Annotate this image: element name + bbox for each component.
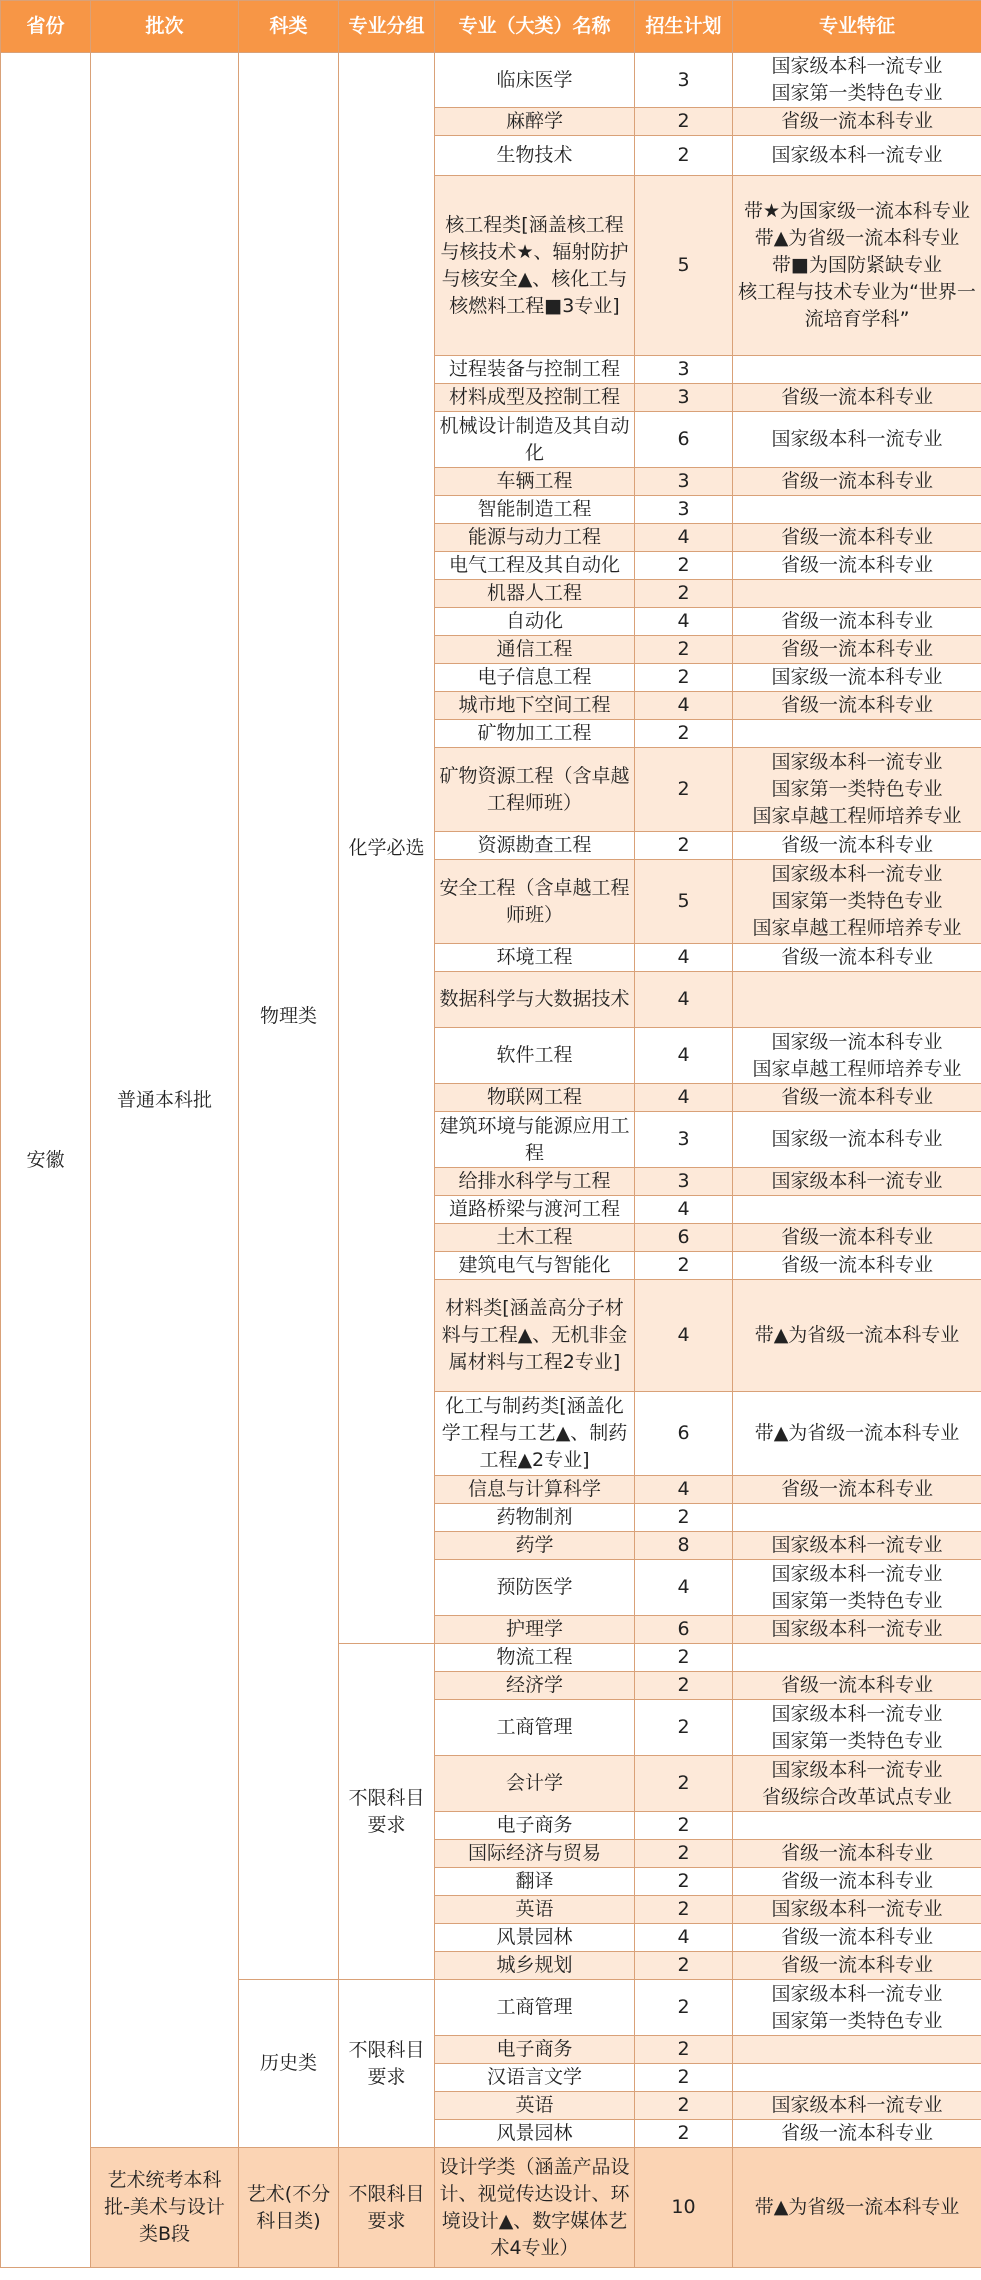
header-feature: 专业特征	[733, 1, 981, 53]
plan-cell: 2	[635, 748, 733, 832]
major-name-cell: 物联网工程	[435, 1084, 635, 1112]
feature-cell	[733, 1812, 981, 1840]
feature-cell: 国家级本科一流专业 国家第一类特色专业	[733, 1560, 981, 1616]
plan-cell: 3	[635, 53, 733, 108]
plan-cell: 4	[635, 1560, 733, 1616]
feature-cell: 省级一流本科专业	[733, 608, 981, 636]
plan-cell: 2	[635, 1644, 733, 1672]
feature-cell: 省级一流本科专业	[733, 2120, 981, 2148]
plan-cell: 4	[635, 944, 733, 972]
feature-cell: 国家级一流本科专业	[733, 1112, 981, 1168]
plan-cell: 6	[635, 412, 733, 468]
category-history-cell: 历史类	[239, 1980, 339, 2148]
plan-cell: 2	[635, 1868, 733, 1896]
major-name-cell: 电子商务	[435, 2036, 635, 2064]
major-name-cell: 翻译	[435, 1868, 635, 1896]
major-name-cell: 建筑环境与能源应用工程	[435, 1112, 635, 1168]
plan-cell: 4	[635, 1476, 733, 1504]
major-name-cell: 智能制造工程	[435, 496, 635, 524]
art-group-cell: 不限科目要求	[339, 2148, 435, 2268]
feature-cell: 省级一流本科专业	[733, 692, 981, 720]
feature-cell: 省级一流本科专业	[733, 384, 981, 412]
feature-cell: 省级一流本科专业	[733, 1672, 981, 1700]
feature-cell: 国家级本科一流专业 国家第一类特色专业	[733, 53, 981, 108]
feature-cell: 省级一流本科专业	[733, 1224, 981, 1252]
major-name-cell: 材料成型及控制工程	[435, 384, 635, 412]
major-name-cell: 化工与制药类[涵盖化学工程与工艺▲、制药工程▲2专业]	[435, 1392, 635, 1476]
major-name-cell: 环境工程	[435, 944, 635, 972]
feature-cell	[733, 580, 981, 608]
major-name-cell: 经济学	[435, 1672, 635, 1700]
major-name-cell: 英语	[435, 1896, 635, 1924]
feature-cell: 省级一流本科专业	[733, 1476, 981, 1504]
feature-cell: 省级一流本科专业	[733, 944, 981, 972]
feature-cell: 国家级本科一流专业 国家第一类特色专业	[733, 1980, 981, 2036]
feature-cell: 国家级本科一流专业	[733, 1896, 981, 1924]
feature-cell: 国家级本科一流专业	[733, 1532, 981, 1560]
major-name-cell: 预防医学	[435, 1560, 635, 1616]
major-name-cell: 给排水科学与工程	[435, 1168, 635, 1196]
major-name-cell: 工商管理	[435, 1700, 635, 1756]
feature-cell: 省级一流本科专业	[733, 1084, 981, 1112]
major-name-cell: 材料类[涵盖高分子材料与工程▲、无机非金属材料与工程2专业]	[435, 1280, 635, 1392]
feature-cell: 省级一流本科专业	[733, 1924, 981, 1952]
feature-cell: 省级一流本科专业	[733, 1252, 981, 1280]
group-unlimited-cell: 不限科目要求	[339, 1644, 435, 1980]
plan-cell: 3	[635, 1112, 733, 1168]
major-name-cell: 生物技术	[435, 136, 635, 176]
plan-cell: 5	[635, 860, 733, 944]
plan-cell: 3	[635, 384, 733, 412]
batch-cell: 普通本科批	[91, 53, 239, 2148]
feature-cell: 国家级本科一流专业 省级综合改革试点专业	[733, 1756, 981, 1812]
feature-cell: 国家级一流本科专业 国家卓越工程师培养专业	[733, 1028, 981, 1084]
feature-cell: 国家级本科一流专业	[733, 1168, 981, 1196]
plan-cell: 2	[635, 2120, 733, 2148]
art-batch-cell: 艺术统考本科批-美术与设计类B段	[91, 2148, 239, 2268]
plan-cell: 4	[635, 692, 733, 720]
plan-cell: 6	[635, 1616, 733, 1644]
major-name-cell: 道路桥梁与渡河工程	[435, 1196, 635, 1224]
art-plan-cell: 10	[635, 2148, 733, 2268]
major-name-cell: 信息与计算科学	[435, 1476, 635, 1504]
plan-cell: 3	[635, 496, 733, 524]
feature-cell	[733, 2064, 981, 2092]
plan-cell: 2	[635, 720, 733, 748]
header-major-name: 专业（大类）名称	[435, 1, 635, 53]
plan-cell: 2	[635, 1672, 733, 1700]
plan-cell: 4	[635, 1924, 733, 1952]
feature-cell	[733, 496, 981, 524]
plan-cell: 6	[635, 1392, 733, 1476]
plan-cell: 4	[635, 524, 733, 552]
table-body	[1, 53, 981, 2268]
major-name-cell: 自动化	[435, 608, 635, 636]
feature-cell: 省级一流本科专业	[733, 636, 981, 664]
feature-cell	[733, 1196, 981, 1224]
major-name-cell: 会计学	[435, 1756, 635, 1812]
feature-cell	[733, 1644, 981, 1672]
art-row	[1, 2148, 981, 2268]
plan-cell: 4	[635, 1084, 733, 1112]
plan-cell: 2	[635, 1952, 733, 1980]
feature-cell: 省级一流本科专业	[733, 108, 981, 136]
art-major-name-cell: 设计学类（涵盖产品设计、视觉传达设计、环境设计▲、数字媒体艺术4专业）	[435, 2148, 635, 2268]
plan-cell: 2	[635, 636, 733, 664]
major-name-cell: 麻醉学	[435, 108, 635, 136]
plan-cell: 2	[635, 136, 733, 176]
plan-cell: 8	[635, 1532, 733, 1560]
feature-cell: 省级一流本科专业	[733, 468, 981, 496]
major-name-cell: 英语	[435, 2092, 635, 2120]
plan-cell: 5	[635, 176, 733, 356]
major-name-cell: 机器人工程	[435, 580, 635, 608]
plan-cell: 2	[635, 1812, 733, 1840]
feature-cell: 国家级本科一流专业	[733, 2092, 981, 2120]
feature-cell: 国家级本科一流专业	[733, 136, 981, 176]
major-name-cell: 机械设计制造及其自动化	[435, 412, 635, 468]
feature-cell: 国家级本科一流专业 国家第一类特色专业 国家卓越工程师培养专业	[733, 860, 981, 944]
header-group: 专业分组	[339, 1, 435, 53]
feature-cell: 省级一流本科专业	[733, 832, 981, 860]
plan-cell: 3	[635, 356, 733, 384]
major-name-cell: 矿物资源工程（含卓越工程师班）	[435, 748, 635, 832]
feature-cell	[733, 2036, 981, 2064]
plan-cell: 2	[635, 1504, 733, 1532]
major-name-cell: 安全工程（含卓越工程师班）	[435, 860, 635, 944]
feature-cell	[733, 720, 981, 748]
art-feature-cell: 带▲为省级一流本科专业	[733, 2148, 981, 2268]
plan-cell: 4	[635, 1196, 733, 1224]
major-name-cell: 车辆工程	[435, 468, 635, 496]
feature-cell: 省级一流本科专业	[733, 1952, 981, 1980]
feature-cell: 省级一流本科专业	[733, 524, 981, 552]
plan-cell: 2	[635, 664, 733, 692]
plan-cell: 2	[635, 1756, 733, 1812]
major-name-cell: 过程装备与控制工程	[435, 356, 635, 384]
plan-cell: 2	[635, 2036, 733, 2064]
major-name-cell: 工商管理	[435, 1980, 635, 2036]
art-category-cell: 艺术(不分科目类)	[239, 2148, 339, 2268]
feature-cell: 带★为国家级一流本科专业 带▲为省级一流本科专业 带■为国防紧缺专业 核工程与技术专业为“世界一流培育学科”	[733, 176, 981, 356]
plan-cell: 2	[635, 108, 733, 136]
plan-cell: 2	[635, 1980, 733, 2036]
plan-cell: 3	[635, 468, 733, 496]
plan-cell: 4	[635, 608, 733, 636]
plan-cell: 2	[635, 2092, 733, 2120]
major-name-cell: 物流工程	[435, 1644, 635, 1672]
major-name-cell: 临床医学	[435, 53, 635, 108]
feature-cell	[733, 356, 981, 384]
group-chem-cell: 化学必选	[339, 53, 435, 1644]
plan-cell: 4	[635, 972, 733, 1028]
major-name-cell: 药学	[435, 1532, 635, 1560]
plan-cell: 2	[635, 1700, 733, 1756]
major-name-cell: 电子信息工程	[435, 664, 635, 692]
header-category: 科类	[239, 1, 339, 53]
province-cell: 安徽	[1, 53, 91, 2268]
plan-cell: 2	[635, 552, 733, 580]
feature-cell: 带▲为省级一流本科专业	[733, 1392, 981, 1476]
feature-cell: 省级一流本科专业	[733, 1840, 981, 1868]
major-name-cell: 矿物加工工程	[435, 720, 635, 748]
feature-cell: 国家级本科一流专业	[733, 1616, 981, 1644]
major-name-cell: 电子商务	[435, 1812, 635, 1840]
major-name-cell: 汉语言文学	[435, 2064, 635, 2092]
feature-cell: 国家级本科一流专业 国家第一类特色专业	[733, 1700, 981, 1756]
feature-cell: 国家级一流本科专业	[733, 664, 981, 692]
feature-cell: 带▲为省级一流本科专业	[733, 1280, 981, 1392]
plan-cell: 2	[635, 1840, 733, 1868]
major-name-cell: 能源与动力工程	[435, 524, 635, 552]
major-name-cell: 土木工程	[435, 1224, 635, 1252]
major-name-cell: 城市地下空间工程	[435, 692, 635, 720]
plan-cell: 6	[635, 1224, 733, 1252]
feature-cell: 省级一流本科专业	[733, 1868, 981, 1896]
major-name-cell: 软件工程	[435, 1028, 635, 1084]
table-row	[1, 53, 981, 108]
category-physics-cell: 物理类	[239, 53, 339, 1980]
group-unlimited-cell: 不限科目要求	[339, 1980, 435, 2148]
feature-cell: 国家级本科一流专业	[733, 412, 981, 468]
header-plan: 招生计划	[635, 1, 733, 53]
plan-cell: 3	[635, 1168, 733, 1196]
plan-cell: 2	[635, 832, 733, 860]
plan-cell: 4	[635, 1028, 733, 1084]
major-name-cell: 核工程类[涵盖核工程与核技术★、辐射防护与核安全▲、核化工与核燃料工程■3专业]	[435, 176, 635, 356]
major-name-cell: 国际经济与贸易	[435, 1840, 635, 1868]
feature-cell: 国家级本科一流专业 国家第一类特色专业 国家卓越工程师培养专业	[733, 748, 981, 832]
major-name-cell: 资源勘查工程	[435, 832, 635, 860]
header-batch: 批次	[91, 1, 239, 53]
plan-cell: 4	[635, 1280, 733, 1392]
major-name-cell: 通信工程	[435, 636, 635, 664]
header-province: 省份	[1, 1, 91, 53]
feature-cell	[733, 1504, 981, 1532]
major-name-cell: 护理学	[435, 1616, 635, 1644]
major-name-cell: 建筑电气与智能化	[435, 1252, 635, 1280]
major-name-cell: 数据科学与大数据技术	[435, 972, 635, 1028]
major-name-cell: 药物制剂	[435, 1504, 635, 1532]
major-name-cell: 风景园林	[435, 2120, 635, 2148]
plan-cell: 2	[635, 2064, 733, 2092]
feature-cell: 省级一流本科专业	[733, 552, 981, 580]
plan-cell: 2	[635, 1896, 733, 1924]
header-row	[1, 1, 981, 53]
feature-cell	[733, 972, 981, 1028]
major-name-cell: 城乡规划	[435, 1952, 635, 1980]
major-name-cell: 电气工程及其自动化	[435, 552, 635, 580]
plan-cell: 2	[635, 580, 733, 608]
plan-cell: 2	[635, 1252, 733, 1280]
major-name-cell: 风景园林	[435, 1924, 635, 1952]
